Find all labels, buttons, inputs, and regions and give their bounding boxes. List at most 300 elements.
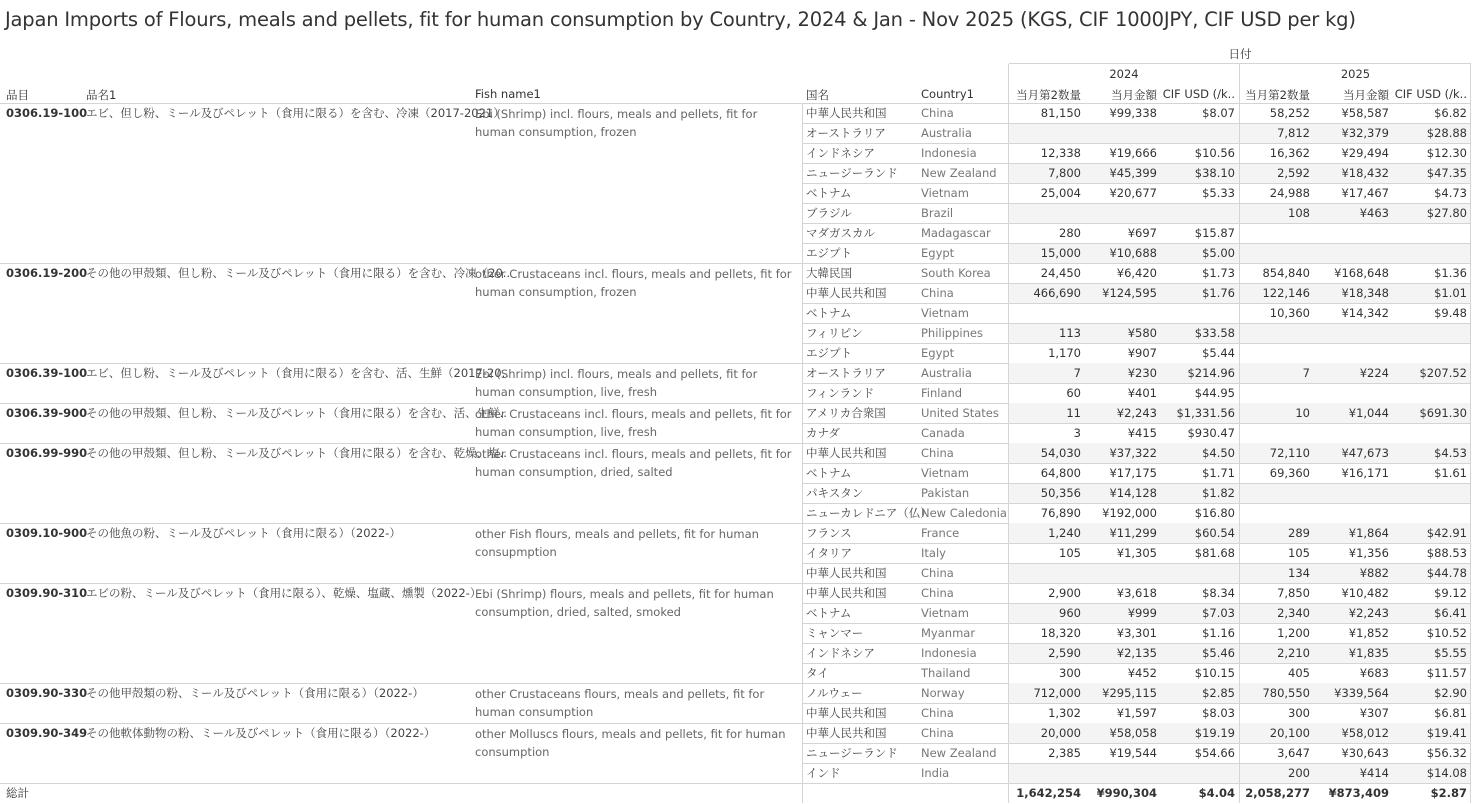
value-a25[interactable]: ¥58,587 [1341,106,1389,120]
country-name-jp[interactable]: パキスタン [806,486,864,500]
country-name-jp[interactable]: 大韓民国 [806,266,852,280]
country-name-jp[interactable]: フィリピン [806,326,863,340]
country-column-divider [802,103,803,803]
value-c24[interactable]: $1.71 [1202,466,1235,480]
value-q25[interactable]: 289 [1288,526,1310,540]
row-divider [802,243,1471,244]
group-name-jp[interactable]: その他甲殻類の粉、ミール及びペレット（食用に限る）（2022-） [86,686,424,700]
total-c25: $2.87 [1430,786,1467,800]
group-name-jp[interactable]: エビ、但し粉、ミール及びペレット（食用に限る）を含む、活、生鮮（2017-20.. [86,366,509,380]
value-q25[interactable]: 10,360 [1269,306,1310,320]
value-q24[interactable]: 1,302 [1048,706,1081,720]
value-a24[interactable]: ¥6,420 [1116,266,1157,280]
value-a25[interactable]: ¥29,494 [1341,146,1389,160]
country-name-en[interactable]: Pakistan [921,486,970,500]
value-a24[interactable]: ¥295,115 [1102,686,1157,700]
country-name-jp[interactable]: ベトナム [806,186,852,200]
country-name-jp[interactable]: フィンランド [806,386,875,400]
country-name-en[interactable]: Egypt [921,246,955,260]
country-name-jp[interactable]: 中華人民共和国 [806,566,887,580]
value-q24[interactable]: 24,450 [1040,266,1081,280]
value-a25[interactable]: ¥224 [1359,366,1389,380]
value-q25[interactable]: 69,360 [1269,466,1310,480]
value-c24[interactable]: $10.56 [1194,146,1235,160]
value-c25[interactable]: $28.88 [1426,126,1467,140]
value-c25[interactable]: $207.52 [1419,366,1467,380]
value-c25[interactable]: $2.90 [1434,686,1467,700]
value-a25[interactable]: ¥683 [1359,666,1389,680]
group-name-jp[interactable]: エビ、但し粉、ミール及びペレット（食用に限る）を含む、冷凍（2017-2021） [86,106,505,120]
value-c24[interactable]: $930.47 [1187,426,1235,440]
country-name-jp[interactable]: カナダ [806,426,840,440]
value-a25[interactable]: ¥2,243 [1348,606,1389,620]
country-name-jp[interactable]: ミャンマー [806,626,864,640]
group-name-jp[interactable]: その他軟体動物の粉、ミール及びペレット（食用に限る）（2022-） [86,726,436,740]
value-c25[interactable]: $19.41 [1426,726,1467,740]
value-q25[interactable]: 200 [1288,766,1310,780]
value-q25[interactable]: 122,146 [1262,286,1310,300]
value-a24[interactable]: ¥907 [1127,346,1157,360]
group-name-en[interactable]: other Crustaceans flours, meals and pellets, fit for human consumption [475,687,765,719]
value-c24[interactable]: $8.03 [1202,706,1235,720]
value-q24[interactable]: 2,900 [1048,586,1081,600]
country-name-en[interactable]: South Korea [921,266,991,280]
value-c24[interactable]: $5.44 [1202,346,1235,360]
value-q25[interactable]: 2,210 [1277,646,1310,660]
country-name-en[interactable]: Vietnam [921,186,969,200]
country-name-en[interactable]: Myanmar [921,626,976,640]
value-q24[interactable]: 60 [1066,386,1081,400]
country-name-en[interactable]: United States [921,406,999,420]
value-q24[interactable]: 54,030 [1040,446,1081,460]
value-a25[interactable]: ¥1,044 [1348,406,1389,420]
value-c25[interactable]: $1.61 [1434,466,1467,480]
right-border [1470,64,1471,803]
value-c25[interactable]: $88.53 [1426,546,1467,560]
value-a24[interactable]: ¥697 [1127,226,1157,240]
country-name-jp[interactable]: インド [806,766,841,780]
value-c24[interactable]: $44.95 [1194,386,1235,400]
row-divider [802,743,1471,744]
group-code[interactable]: 0306.39-100 [6,366,88,380]
value-q25[interactable]: 2,340 [1277,606,1310,620]
value-q24[interactable]: 2,590 [1048,646,1081,660]
value-c24[interactable]: $8.34 [1202,586,1235,600]
group-name-en[interactable]: other Fish flours, meals and pellets, fit for human consupmption [475,527,759,559]
value-q25[interactable]: 72,110 [1269,446,1310,460]
value-a24[interactable]: ¥124,595 [1102,286,1157,300]
value-q25[interactable]: 58,252 [1269,106,1310,120]
header-hinmei1[interactable]: 品名1 [86,88,117,102]
value-c24[interactable]: $5.33 [1202,186,1235,200]
row-divider [802,503,1471,504]
value-c24[interactable]: $214.96 [1187,366,1235,380]
group-code[interactable]: 0306.99-990 [6,446,88,460]
country-name-en[interactable]: Egypt [921,346,955,360]
country-name-jp[interactable]: オーストラリア [806,366,886,380]
value-c25[interactable]: $27.80 [1426,206,1467,220]
value-q25[interactable]: 105 [1288,546,1310,560]
value-q25[interactable]: 7 [1302,366,1310,380]
country-name-en[interactable]: Canada [921,426,965,440]
group-name-en[interactable]: other Molluscs flours, meals and pellets, fit for human consumption [475,727,786,759]
value-q24[interactable]: 1,170 [1048,346,1081,360]
value-c24[interactable]: $2.85 [1202,686,1235,700]
value-a24[interactable]: ¥192,000 [1102,506,1157,520]
country-name-en[interactable]: China [921,106,954,120]
value-c24[interactable]: $38.10 [1194,166,1235,180]
country-name-jp[interactable]: 中華人民共和国 [806,586,887,600]
value-a25[interactable]: ¥30,643 [1341,746,1389,760]
country-name-jp[interactable]: 中華人民共和国 [806,446,887,460]
header-qty-2025[interactable]: 当月第2数量 [1245,88,1310,102]
country-name-jp[interactable]: 中華人民共和国 [806,706,887,720]
group-name-en[interactable]: other Crustaceans incl. flours, meals and pellets, fit for human consumption, dried, salted [475,447,792,479]
country-name-en[interactable]: New Caledonia [921,506,1007,520]
country-name-en[interactable]: Indonesia [921,646,977,660]
country-name-jp[interactable]: イタリア [806,546,852,560]
value-a24[interactable]: ¥2,135 [1116,646,1157,660]
value-q25[interactable]: 405 [1288,666,1310,680]
value-c24[interactable]: $8.07 [1202,106,1235,120]
country-name-en[interactable]: New Zealand [921,166,997,180]
header-cif-2024[interactable]: CIF USD (/k.. [1162,87,1235,101]
row-divider [802,483,1471,484]
group-code[interactable]: 0309.90-330 [6,686,88,700]
value-c25[interactable]: $1.36 [1434,266,1467,280]
value-q24[interactable]: 960 [1059,606,1081,620]
value-c24[interactable]: $15.87 [1194,226,1235,240]
value-q25[interactable]: 300 [1288,706,1310,720]
value-c25[interactable]: $4.53 [1434,446,1467,460]
group-name-en[interactable]: other Crustaceans incl. flours, meals and pellets, fit for human consumption, live, fresh [475,407,792,439]
value-a25[interactable]: ¥882 [1359,566,1389,580]
value-a24[interactable]: ¥20,677 [1109,186,1157,200]
row-divider [802,643,1471,644]
value-q25[interactable]: 1,200 [1277,626,1310,640]
value-q25[interactable]: 10 [1295,406,1310,420]
value-a25[interactable]: ¥14,342 [1341,306,1389,320]
value-c24[interactable]: $60.54 [1194,526,1235,540]
value-q24[interactable]: 50,356 [1040,486,1081,500]
header-qty-2024[interactable]: 当月第2数量 [1016,88,1081,102]
country-name-jp[interactable]: ニューカレドニア（仏） [806,506,932,520]
value-q25[interactable]: 24,988 [1269,186,1310,200]
total-c24: $4.04 [1198,786,1235,800]
value-q24[interactable]: 11 [1066,406,1081,420]
value-q24[interactable]: 113 [1059,326,1081,340]
country-name-jp[interactable]: エジプト [806,246,852,260]
value-q24[interactable]: 18,320 [1040,626,1081,640]
country-name-en[interactable]: Philippines [921,326,983,340]
country-name-en[interactable]: Australia [921,126,972,140]
value-a24[interactable]: ¥415 [1127,426,1157,440]
row-divider [802,563,1471,564]
value-c25[interactable]: $14.08 [1426,766,1467,780]
country-name-jp[interactable]: 中華人民共和国 [806,726,887,740]
value-a25[interactable]: ¥463 [1359,206,1389,220]
value-q24[interactable]: 105 [1059,546,1081,560]
value-q24[interactable]: 20,000 [1040,726,1081,740]
value-q24[interactable]: 76,890 [1040,506,1081,520]
header-cif-2025[interactable]: CIF USD (/k.. [1394,87,1467,101]
row-divider [802,663,1471,664]
group-code[interactable]: 0306.19-100 [6,106,88,120]
value-c25[interactable]: $10.52 [1426,626,1467,640]
country-name-jp[interactable]: ニュージーランド [806,166,898,180]
value-a25[interactable]: ¥1,864 [1348,526,1389,540]
value-a25[interactable]: ¥47,673 [1341,446,1389,460]
value-a24[interactable]: ¥11,299 [1109,526,1157,540]
value-a25[interactable]: ¥1,852 [1348,626,1389,640]
value-a24[interactable]: ¥1,305 [1116,546,1157,560]
country-name-jp[interactable]: ベトナム [806,306,852,320]
country-name-en[interactable]: India [921,766,950,780]
value-a25[interactable]: ¥32,379 [1341,126,1389,140]
value-q24[interactable]: 64,800 [1040,466,1081,480]
value-c25[interactable]: $6.82 [1434,106,1467,120]
value-a24[interactable]: ¥230 [1127,366,1157,380]
value-a25[interactable]: ¥168,648 [1334,266,1389,280]
value-a24[interactable]: ¥17,175 [1109,466,1157,480]
value-q24[interactable]: 81,150 [1040,106,1081,120]
row-divider [802,603,1471,604]
country-name-jp[interactable]: ブラジル [806,206,852,220]
value-c25[interactable]: $6.41 [1434,606,1467,620]
value-q25[interactable]: 108 [1288,206,1310,220]
value-c24[interactable]: $54.66 [1194,746,1235,760]
row-divider [802,183,1471,184]
value-a24[interactable]: ¥1,597 [1116,706,1157,720]
country-name-jp[interactable]: タイ [806,666,829,680]
country-name-jp[interactable]: インドネシア [806,146,875,160]
value-c25[interactable]: $11.57 [1426,666,1467,680]
header-amount-2025[interactable]: 当月金額 [1343,88,1389,102]
value-q25[interactable]: 7,850 [1277,586,1310,600]
group-code[interactable]: 0309.10-900 [6,526,88,540]
value-c24[interactable]: $1.82 [1202,486,1235,500]
value-c24[interactable]: $5.00 [1202,246,1235,260]
value-q25[interactable]: 134 [1288,566,1310,580]
value-q24[interactable]: 300 [1059,666,1081,680]
value-q24[interactable]: 1,240 [1048,526,1081,540]
country-name-en[interactable]: Norway [921,686,965,700]
value-q25[interactable]: 780,550 [1262,686,1310,700]
country-name-jp[interactable]: インドネシア [806,646,875,660]
country-name-jp[interactable]: マダガスカル [806,226,875,240]
row-divider [802,343,1471,344]
value-a24[interactable]: ¥580 [1127,326,1157,340]
value-c24[interactable]: $7.03 [1202,606,1235,620]
page-title: Japan Imports of Flours, meals and pellets, fit for human consumption by Country, 2024 & Jan - Nov 2025 (KGS, CIF 1000JPY, CIF USD per kg) [5,8,1356,31]
value-c25[interactable]: $9.48 [1434,306,1467,320]
country-name-jp[interactable]: 中華人民共和国 [806,106,887,120]
country-name-en[interactable]: Brazil [921,206,954,220]
value-q25[interactable]: 2,592 [1277,166,1310,180]
group-name-jp[interactable]: その他の甲殻類、但し粉、ミール及びペレット（食用に限る）を含む、活、生鮮.. [86,406,507,420]
group-code[interactable]: 0306.19-200 [6,266,88,280]
value-q24[interactable]: 15,000 [1040,246,1081,260]
value-a24[interactable]: ¥3,301 [1116,626,1157,640]
value-q25[interactable]: 20,100 [1269,726,1310,740]
row-divider [802,143,1471,144]
header-amount-2024[interactable]: 当月金額 [1111,88,1157,102]
year-divider-header [1239,64,1240,103]
country-name-jp[interactable]: ベトナム [806,466,852,480]
value-c24[interactable]: $19.19 [1194,726,1235,740]
header-hinmoku[interactable]: 品目 [6,88,29,102]
value-c24[interactable]: $81.68 [1194,546,1235,560]
value-q25[interactable]: 7,812 [1277,126,1310,140]
group-name-en[interactable]: Ebi (Shrimp) flours, meals and pellets, fit for human consumption, dried, salted, smoked [475,587,774,619]
value-q24[interactable]: 7 [1073,366,1081,380]
country-name-jp[interactable]: エジプト [806,346,852,360]
value-a24[interactable]: ¥3,618 [1116,586,1157,600]
group-name-en[interactable]: other Crustaceans incl. flours, meals and pellets, fit for human consumption, frozen [475,267,792,299]
value-q24[interactable]: 466,690 [1033,286,1081,300]
country-name-jp[interactable]: ベトナム [806,606,852,620]
country-name-en[interactable]: New Zealand [921,746,997,760]
value-c25[interactable]: $6.81 [1434,706,1467,720]
value-a25[interactable]: ¥339,564 [1334,686,1389,700]
group-code[interactable]: 0306.39-900 [6,406,88,420]
value-q25[interactable]: 16,362 [1269,146,1310,160]
header-year-2025: 2025 [1340,67,1371,81]
row-divider [802,303,1471,304]
group-name-jp[interactable]: その他の甲殻類、但し粉、ミール及びペレット（食用に限る）を含む、冷凍（20.. [86,266,511,280]
header-year-2024: 2024 [1109,67,1139,81]
value-q24[interactable]: 280 [1059,226,1081,240]
row-divider [802,543,1471,544]
value-a24[interactable]: ¥58,058 [1109,726,1157,740]
row-divider [802,623,1471,624]
value-q24[interactable]: 712,000 [1033,686,1081,700]
group-name-en[interactable]: Ebi (Shrimp) incl. flours, meals and pellets, fit for human consumption, live, fresh [475,367,758,399]
value-q25[interactable]: 3,647 [1277,746,1310,760]
value-a25[interactable]: ¥414 [1359,766,1389,780]
value-a25[interactable]: ¥58,012 [1341,726,1389,740]
row-divider [802,203,1471,204]
country-name-en[interactable]: Indonesia [921,146,977,160]
group-name-jp[interactable]: エビの粉、ミール及びペレット（食用に限る）、乾燥、塩蔵、燻製（2022-） [86,586,482,600]
value-c25[interactable]: $5.55 [1434,646,1467,660]
year-divider [1239,103,1240,803]
country-name-jp[interactable]: ニュージーランド [806,746,898,760]
value-c24[interactable]: $4.50 [1202,446,1235,460]
country-name-en[interactable]: China [921,446,954,460]
value-a25[interactable]: ¥1,835 [1348,646,1389,660]
value-a24[interactable]: ¥401 [1127,386,1157,400]
value-c25[interactable]: $4.73 [1434,186,1467,200]
value-a24[interactable]: ¥19,666 [1109,146,1157,160]
value-a24[interactable]: ¥999 [1127,606,1157,620]
country-name-jp[interactable]: ノルウェー [806,686,863,700]
value-a25[interactable]: ¥17,467 [1341,186,1389,200]
value-a24[interactable]: ¥2,243 [1116,406,1157,420]
header-kokumei[interactable]: 国名 [806,88,829,102]
country-name-en[interactable]: China [921,566,954,580]
value-q24[interactable]: 12,338 [1040,146,1081,160]
country-name-jp[interactable]: オーストラリア [806,126,886,140]
value-c24[interactable]: $16.80 [1194,506,1235,520]
row-divider [802,163,1471,164]
country-name-en[interactable]: China [921,706,954,720]
value-q24[interactable]: 25,004 [1040,186,1081,200]
value-c25[interactable]: $42.91 [1426,526,1467,540]
value-a25[interactable]: ¥10,482 [1341,586,1389,600]
value-c24[interactable]: $10.15 [1194,666,1235,680]
value-q25[interactable]: 854,840 [1262,266,1310,280]
value-a25[interactable]: ¥1,356 [1348,546,1389,560]
value-c25[interactable]: $9.12 [1434,586,1467,600]
year-header-divider [1009,63,1471,64]
country-name-en[interactable]: France [921,526,960,540]
value-a25[interactable]: ¥18,432 [1341,166,1389,180]
group-code[interactable]: 0309.90-349 [6,726,88,740]
country-name-en[interactable]: Italy [921,546,946,560]
value-a24[interactable]: ¥37,322 [1109,446,1157,460]
value-q24[interactable]: 3 [1073,426,1081,440]
country-name-jp[interactable]: フランス [806,526,852,540]
value-a24[interactable]: ¥19,544 [1109,746,1157,760]
value-c25[interactable]: $56.32 [1426,746,1467,760]
value-a25[interactable]: ¥16,171 [1341,466,1389,480]
value-a25[interactable]: ¥18,348 [1341,286,1389,300]
value-c24[interactable]: $1.16 [1202,626,1235,640]
value-a24[interactable]: ¥452 [1127,666,1157,680]
value-a24[interactable]: ¥45,399 [1109,166,1157,180]
value-c25[interactable]: $47.35 [1426,166,1467,180]
row-divider [802,383,1471,384]
country-name-en[interactable]: Vietnam [921,466,969,480]
country-name-en[interactable]: Australia [921,366,972,380]
country-name-en[interactable]: China [921,586,954,600]
value-c24[interactable]: $1.76 [1202,286,1235,300]
value-c25[interactable]: $12.30 [1426,146,1467,160]
value-q24[interactable]: 7,800 [1048,166,1081,180]
row-divider [802,703,1471,704]
value-c25[interactable]: $1.01 [1434,286,1467,300]
group-code[interactable]: 0309.90-310 [6,586,88,600]
value-a24[interactable]: ¥10,688 [1109,246,1157,260]
value-c24[interactable]: $5.46 [1202,646,1235,660]
country-name-en[interactable]: Finland [921,386,963,400]
value-a24[interactable]: ¥99,338 [1109,106,1157,120]
country-name-jp[interactable]: 中華人民共和国 [806,286,887,300]
country-name-jp[interactable]: アメリカ合衆国 [806,406,886,420]
country-name-en[interactable]: China [921,726,954,740]
value-c25[interactable]: $691.30 [1419,406,1467,420]
value-q24[interactable]: 2,385 [1048,746,1081,760]
country-name-en[interactable]: Vietnam [921,306,969,320]
value-c24[interactable]: $1,331.56 [1176,406,1235,420]
header-country1[interactable]: Country1 [921,87,975,101]
value-c24[interactable]: $1.73 [1202,266,1235,280]
value-c24[interactable]: $33.58 [1194,326,1235,340]
row-divider [802,123,1471,124]
value-c25[interactable]: $44.78 [1426,566,1467,580]
country-name-en[interactable]: Thailand [921,666,971,680]
group-name-jp[interactable]: その他の甲殻類、但し粉、ミール及びペレット（食用に限る）を含む、乾燥、塩.. [86,446,507,460]
value-a24[interactable]: ¥14,128 [1109,486,1157,500]
country-name-en[interactable]: China [921,286,954,300]
country-name-en[interactable]: Vietnam [921,606,969,620]
group-name-en[interactable]: Ebi (Shrimp) incl. flours, meals and pellets, fit for human consumption, frozen [475,107,758,139]
header-fish-name1[interactable]: Fish name1 [475,87,541,101]
country-name-en[interactable]: Madagascar [921,226,991,240]
group-name-jp[interactable]: その他魚の粉、ミール及びペレット（食用に限る）（2022-） [86,526,401,540]
value-a25[interactable]: ¥307 [1359,706,1389,720]
